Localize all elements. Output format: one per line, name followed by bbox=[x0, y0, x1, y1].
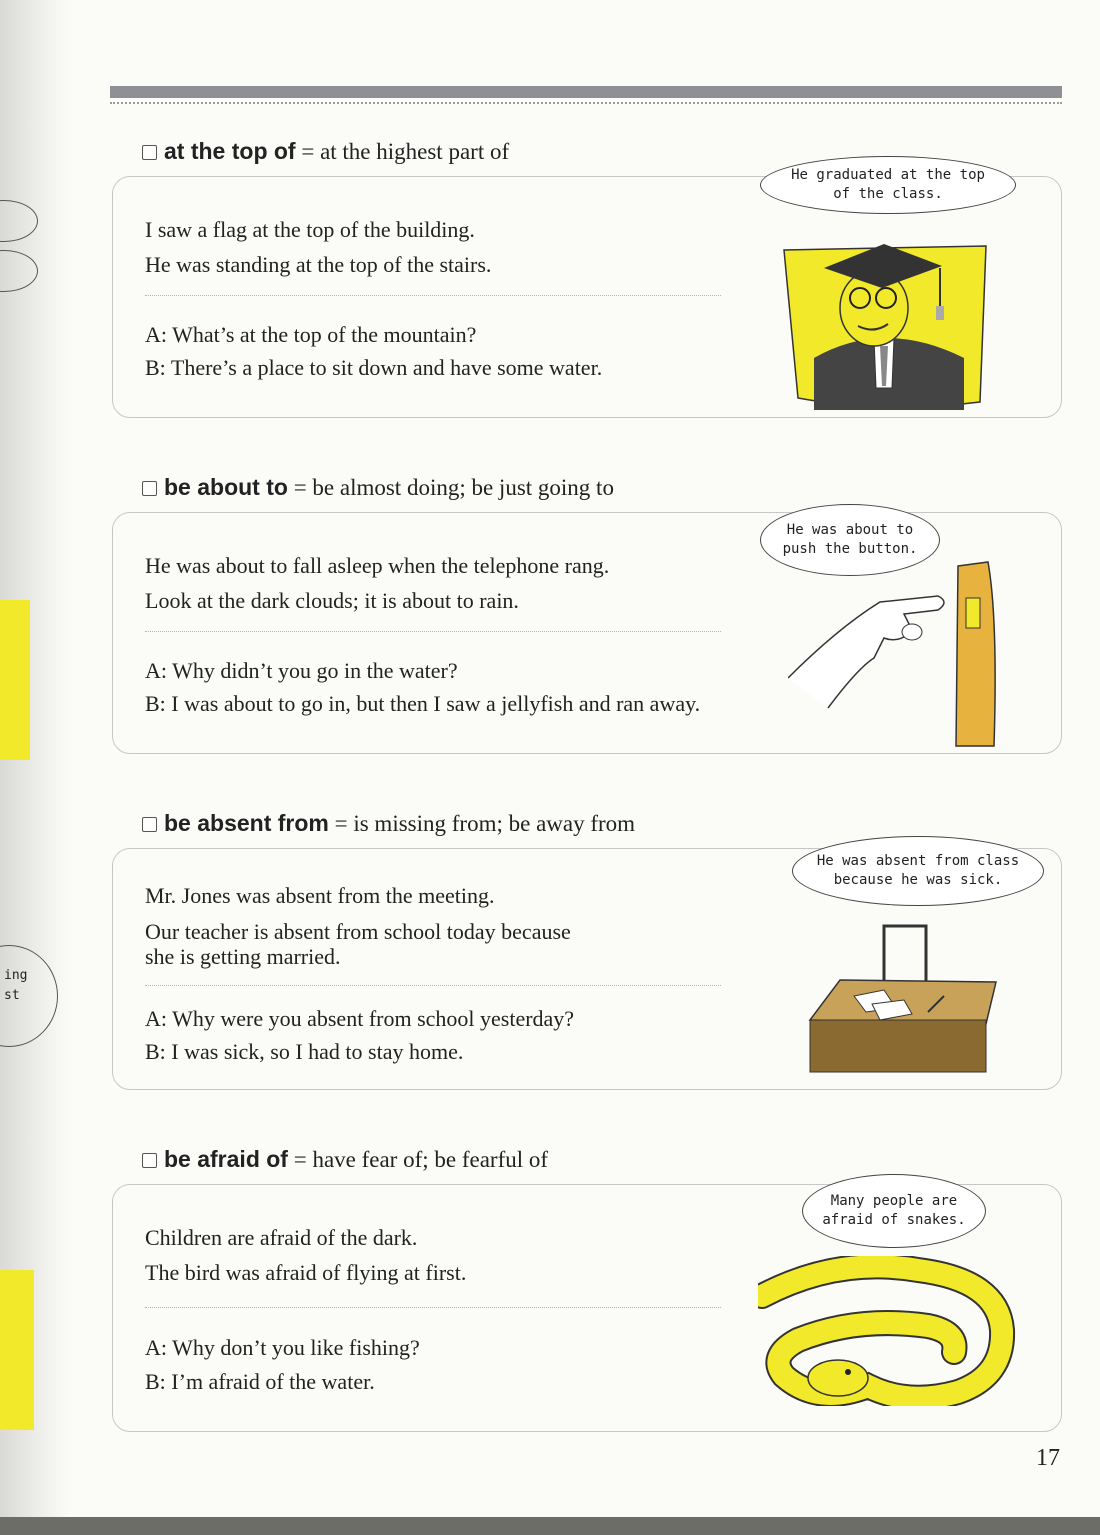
dialog-line: B: I was sick, so I had to stay home. bbox=[145, 1039, 464, 1064]
example-sentence: The bird was afraid of flying at first. bbox=[145, 1260, 467, 1285]
checkbox-icon[interactable] bbox=[142, 145, 157, 160]
dotted-separator bbox=[145, 631, 721, 632]
phrase-heading bbox=[142, 138, 509, 165]
phrase-section-be-afraid-of bbox=[112, 1146, 1062, 1446]
checkbox-icon[interactable] bbox=[142, 1153, 157, 1168]
phrase-heading bbox=[142, 810, 635, 837]
header-dotted-rule bbox=[110, 102, 1062, 104]
graduate-illustration bbox=[774, 238, 994, 410]
dotted-separator bbox=[145, 1307, 721, 1308]
footer-bar bbox=[0, 1517, 1100, 1535]
phrase-term: at the top of bbox=[164, 138, 296, 164]
dialog-line: A: Why didn’t you go in the water? bbox=[145, 658, 458, 683]
dialog-line: A: Why don’t you like fishing? bbox=[145, 1335, 420, 1360]
empty-desk-illustration bbox=[800, 920, 1000, 1080]
phrase-term: be absent from bbox=[164, 810, 329, 836]
caption-speech-bubble bbox=[760, 504, 940, 576]
pushing-button-illustration bbox=[788, 558, 1018, 748]
dialog-line: B: I was about to go in, but then I saw a jellyfish and ran away. bbox=[145, 691, 701, 716]
caption-line: because he was sick. bbox=[833, 872, 1003, 888]
example-sentence: Look at the dark clouds; it is about to rain. bbox=[145, 588, 519, 613]
caption-line: Many people are bbox=[830, 1193, 958, 1209]
caption-speech-bubble bbox=[802, 1174, 986, 1248]
checkbox-icon[interactable] bbox=[142, 817, 157, 832]
dialog-line: B: There’s a place to sit down and have some water. bbox=[145, 355, 603, 380]
phrase-definition: = at the highest part of bbox=[301, 139, 510, 164]
phrase-heading bbox=[142, 474, 614, 501]
dotted-separator bbox=[145, 295, 721, 296]
example-sentence: He was standing at the top of the stairs. bbox=[145, 252, 492, 277]
facing-page-bleed bbox=[0, 0, 40, 1535]
phrase-heading bbox=[142, 1146, 548, 1173]
caption-line: He was about to bbox=[786, 522, 914, 538]
header-bar bbox=[110, 86, 1062, 98]
caption-speech-bubble bbox=[760, 156, 1016, 214]
phrase-definition: = is missing from; be away from bbox=[334, 811, 636, 836]
example-sentence: He was about to fall asleep when the telephone rang. bbox=[145, 553, 610, 578]
phrase-section-at-the-top-of bbox=[112, 138, 1062, 428]
caption-line: of the class. bbox=[833, 186, 943, 202]
phrase-definition: = be almost doing; be just going to bbox=[293, 475, 614, 500]
caption-speech-bubble bbox=[792, 836, 1044, 906]
caption-line: push the button. bbox=[782, 541, 918, 557]
example-sentence: Mr. Jones was absent from the meeting. bbox=[145, 883, 495, 908]
checkbox-icon[interactable] bbox=[142, 481, 157, 496]
phrase-section-be-about-to bbox=[112, 474, 1062, 764]
caption-line: He was absent from class bbox=[816, 853, 1020, 869]
dotted-separator bbox=[145, 985, 721, 986]
dialog-line: B: I’m afraid of the water. bbox=[145, 1369, 375, 1394]
page-number: 17 bbox=[1036, 1445, 1060, 1471]
example-sentence: she is getting married. bbox=[145, 944, 341, 969]
snake-illustration bbox=[758, 1256, 1028, 1406]
phrase-term: be afraid of bbox=[164, 1146, 288, 1172]
phrase-term: be about to bbox=[164, 474, 288, 500]
caption-line: afraid of snakes. bbox=[822, 1212, 966, 1228]
dialog-line: A: Why were you absent from school yesterday? bbox=[145, 1006, 575, 1031]
margin-fragment: st bbox=[4, 988, 20, 1003]
phrase-definition: = have fear of; be fearful of bbox=[293, 1147, 549, 1172]
example-sentence: I saw a flag at the top of the building. bbox=[145, 217, 475, 242]
margin-fragment: ing bbox=[4, 968, 28, 983]
caption-line: He graduated at the top bbox=[791, 167, 985, 183]
dialog-line: A: What’s at the top of the mountain? bbox=[145, 322, 477, 347]
phrase-section-be-absent-from bbox=[112, 810, 1062, 1100]
example-sentence: Children are afraid of the dark. bbox=[145, 1225, 418, 1250]
example-sentence: Our teacher is absent from school today because bbox=[145, 919, 571, 944]
